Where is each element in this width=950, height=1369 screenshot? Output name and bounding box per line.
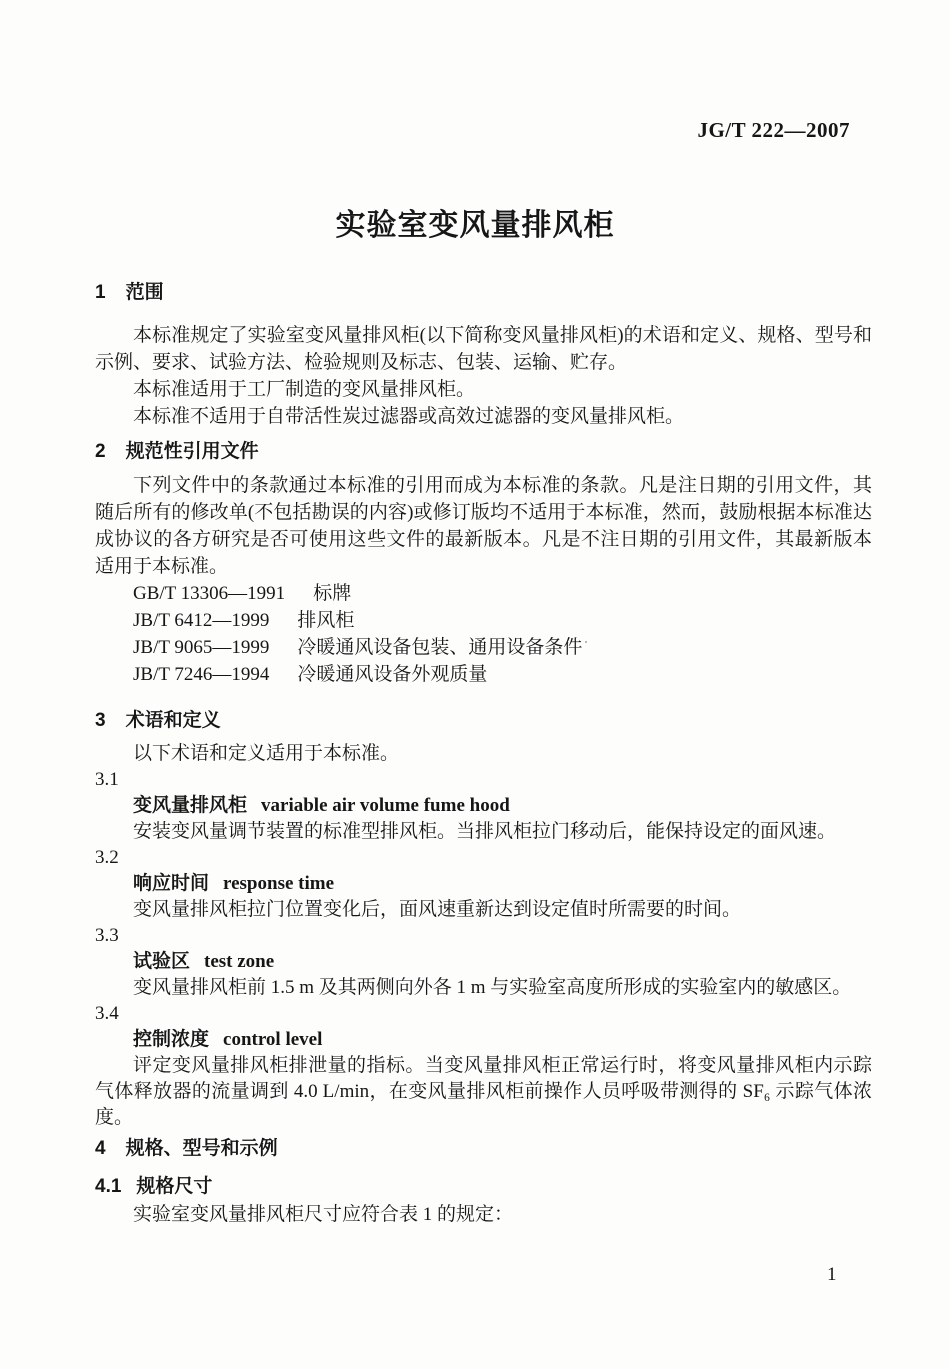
section-1-heading bbox=[95, 279, 872, 306]
reference-title: 冷暖通风设备包装、通用设备条件 bbox=[297, 637, 583, 658]
document-title: 实验室变风量排风柜 bbox=[335, 209, 615, 242]
term-definition: 变风量排风柜前 1.5 m 及其两侧向外各 1 m 与实验室高度所形成的实验室内的敏感区。 bbox=[133, 977, 852, 998]
reference-code: GB/T 13306—1991 bbox=[133, 583, 286, 604]
section-1-paragraph-1: 本标准规定了实验室变风量排风柜(以下简称变风量排风柜)的术语和定义、规格、型号和示例、要求、试验方法、检验规则及标志、包装、运输、贮存。 bbox=[95, 325, 872, 373]
section-1-paragraph-3: 本标准不适用于自带活性炭过滤器或高效过滤器的变风量排风柜。 bbox=[133, 406, 685, 427]
term-number: 3.4 bbox=[95, 1003, 119, 1024]
reference-code: JB/T 7246—1994 bbox=[133, 664, 270, 685]
section-1-number: 1 bbox=[95, 282, 106, 303]
reference-title: 排风柜 bbox=[297, 610, 355, 631]
section-3-heading bbox=[95, 707, 872, 734]
reference-item bbox=[95, 580, 872, 607]
document-body bbox=[95, 279, 872, 1228]
term-item bbox=[95, 1001, 872, 1131]
section-4-heading bbox=[95, 1135, 872, 1162]
section-2-number: 2 bbox=[95, 441, 106, 462]
term-name-en: control level bbox=[223, 1029, 323, 1050]
reference-item bbox=[95, 661, 872, 688]
term-item bbox=[95, 845, 872, 923]
term-definition: 变风量排风柜拉门位置变化后，面风速重新达到设定值时所需要的时间。 bbox=[133, 899, 742, 920]
reference-title: 标牌 bbox=[313, 583, 352, 604]
section-3-intro: 以下术语和定义适用于本标准。 bbox=[133, 743, 400, 764]
section-1-paragraph-2: 本标准适用于工厂制造的变风量排风柜。 bbox=[133, 379, 476, 400]
standard-code: JG/T 222—2007 bbox=[697, 118, 850, 142]
term-name-en: test zone bbox=[204, 951, 275, 972]
reference-title: 冷暖通风设备外观质量 bbox=[297, 664, 488, 685]
term-definition: 安装变风量调节装置的标准型排风柜。当排风柜拉门移动后，能保持设定的面风速。 bbox=[133, 821, 837, 842]
section-3-number: 3 bbox=[95, 710, 106, 731]
term-name-en: response time bbox=[223, 873, 335, 894]
section-4-title: 规格、型号和示例 bbox=[125, 1138, 278, 1159]
reference-code: JB/T 6412—1999 bbox=[133, 610, 270, 631]
section-4-number: 4 bbox=[95, 1138, 106, 1159]
term-item bbox=[95, 767, 872, 845]
term-name-zh: 试验区 bbox=[133, 951, 191, 972]
term-definition: 评定变风量排风柜排泄量的指标。当变风量排风柜正常运行时，将变风量排风柜内示踪气体释放器的流量调到 4.0 L/min，在变风量排风柜前操作人员呼吸带测得的 SF₆ 示踪气体浓度。 bbox=[95, 1055, 872, 1128]
term-name-line bbox=[95, 1027, 872, 1053]
term-name-line bbox=[95, 793, 872, 819]
section-2-paragraph-1: 下列文件中的条款通过本标准的引用而成为本标准的条款。凡是注日期的引用文件，其随后所有的修改单(不包括勘误的内容)或修订版均不适用于本标准，然而，鼓励根据本标准达成协议的各方研究是否可使用这些文件的最新版本。凡是不注日期的引用文件，其最新版本适用于本标准。 bbox=[95, 475, 872, 577]
term-number: 3.1 bbox=[95, 769, 119, 790]
section-4-1-title: 规格尺寸 bbox=[136, 1176, 213, 1197]
term-item bbox=[95, 923, 872, 1001]
term-name-zh: 响应时间 bbox=[133, 873, 210, 894]
page-number: 1 bbox=[827, 1264, 837, 1285]
reference-item bbox=[95, 607, 872, 634]
scan-artifact-dot bbox=[585, 641, 587, 643]
term-name-line bbox=[95, 871, 872, 897]
section-3-title: 术语和定义 bbox=[125, 710, 221, 731]
term-number: 3.2 bbox=[95, 847, 119, 868]
section-2-heading bbox=[95, 438, 872, 465]
term-name-zh: 控制浓度 bbox=[133, 1029, 210, 1050]
reference-code: JB/T 9065—1999 bbox=[133, 637, 270, 658]
section-4-1-number: 4.1 bbox=[95, 1176, 122, 1197]
section-4-1-heading bbox=[95, 1173, 872, 1200]
section-4-1-paragraph: 实验室变风量排风柜尺寸应符合表 1 的规定： bbox=[133, 1204, 514, 1225]
term-number: 3.3 bbox=[95, 925, 119, 946]
term-name-en: variable air volume fume hood bbox=[261, 795, 510, 816]
terms-list bbox=[95, 767, 872, 1131]
section-1-title: 范围 bbox=[125, 282, 164, 303]
section-2-title: 规范性引用文件 bbox=[125, 441, 259, 462]
term-name-zh: 变风量排风柜 bbox=[133, 795, 248, 816]
reference-item bbox=[95, 634, 872, 661]
term-name-line bbox=[95, 949, 872, 975]
